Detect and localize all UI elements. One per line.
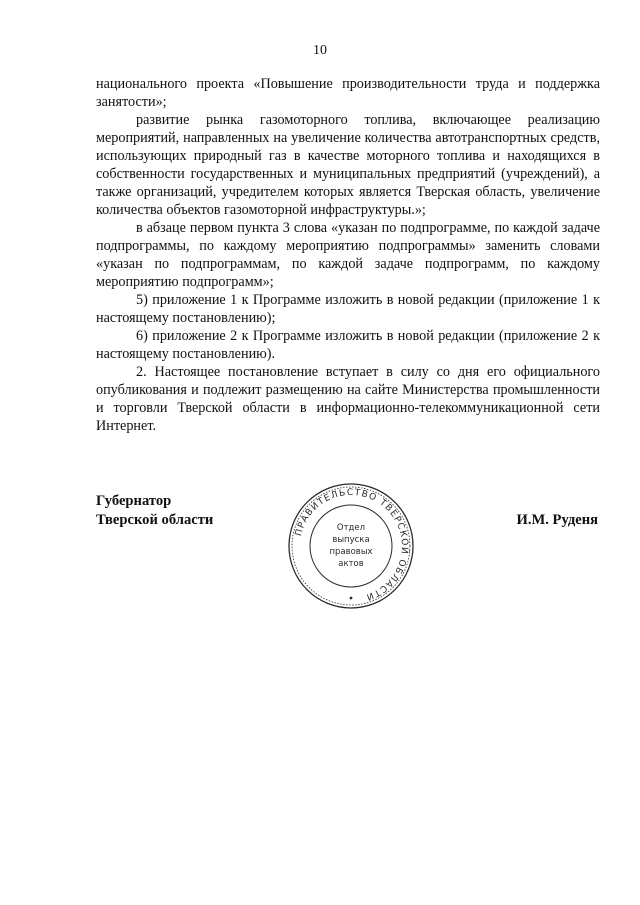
seal-dot	[350, 597, 353, 600]
seal-center-line: Отдел	[336, 523, 366, 533]
paragraph: 5) приложение 1 к Программе изложить в новой редакции (приложение 1 к настоящему постановлению);	[96, 292, 600, 326]
body-text	[96, 75, 600, 435]
seal-graphic	[286, 481, 416, 611]
page-number: 10	[313, 43, 327, 58]
seal-center-line: выпуска	[332, 535, 370, 545]
paragraph: 2. Настоящее постановление вступает в силу со дня его официального опубликования и подлежит размещению на сайте Министерства промышленности и торговли Тверской области в информационно-телекоммуникационной сети Интернет.	[96, 364, 600, 434]
signatory-position-line: Тверской области	[96, 512, 214, 528]
seal-ring-text: ПРАВИТЕЛЬСТВО ТВЕРСКОЙ ОБЛАСТИ	[293, 487, 410, 602]
paragraph: национального проекта «Повышение производительности труда и поддержка занятости»;	[96, 76, 600, 110]
official-seal	[286, 481, 416, 611]
seal-center-line: правовых	[329, 547, 373, 557]
signatory-name: И.М. Руденя	[516, 512, 598, 528]
signatory-position-line: Губернатор	[96, 493, 172, 509]
paragraph: развитие рынка газомоторного топлива, включающее реализацию мероприятий, направленных на увеличение количества автотранспортных средств, использующих природный газ в качестве моторного топлива и находящихся в собственности государственных и муниципальных предприятий (учреждений), а также организаций, учредителем которых является Тверская область, увеличение количества объектов газомоторной инфраструктуры.»;	[96, 112, 600, 218]
seal-center-line: актов	[338, 559, 364, 569]
paragraph: 6) приложение 2 к Программе изложить в новой редакции (приложение 2 к настоящему постановлению).	[96, 328, 600, 362]
signatory-position	[96, 492, 213, 530]
paragraph: в абзаце первом пункта 3 слова «указан по подпрограмме, по каждой задаче подпрограммы, по каждому мероприятию подпрограммы» заменить словами «указан по подпрограммам, по каждой задаче подпрограмм, по каждому мероприятию подпрограмм»;	[96, 220, 600, 290]
